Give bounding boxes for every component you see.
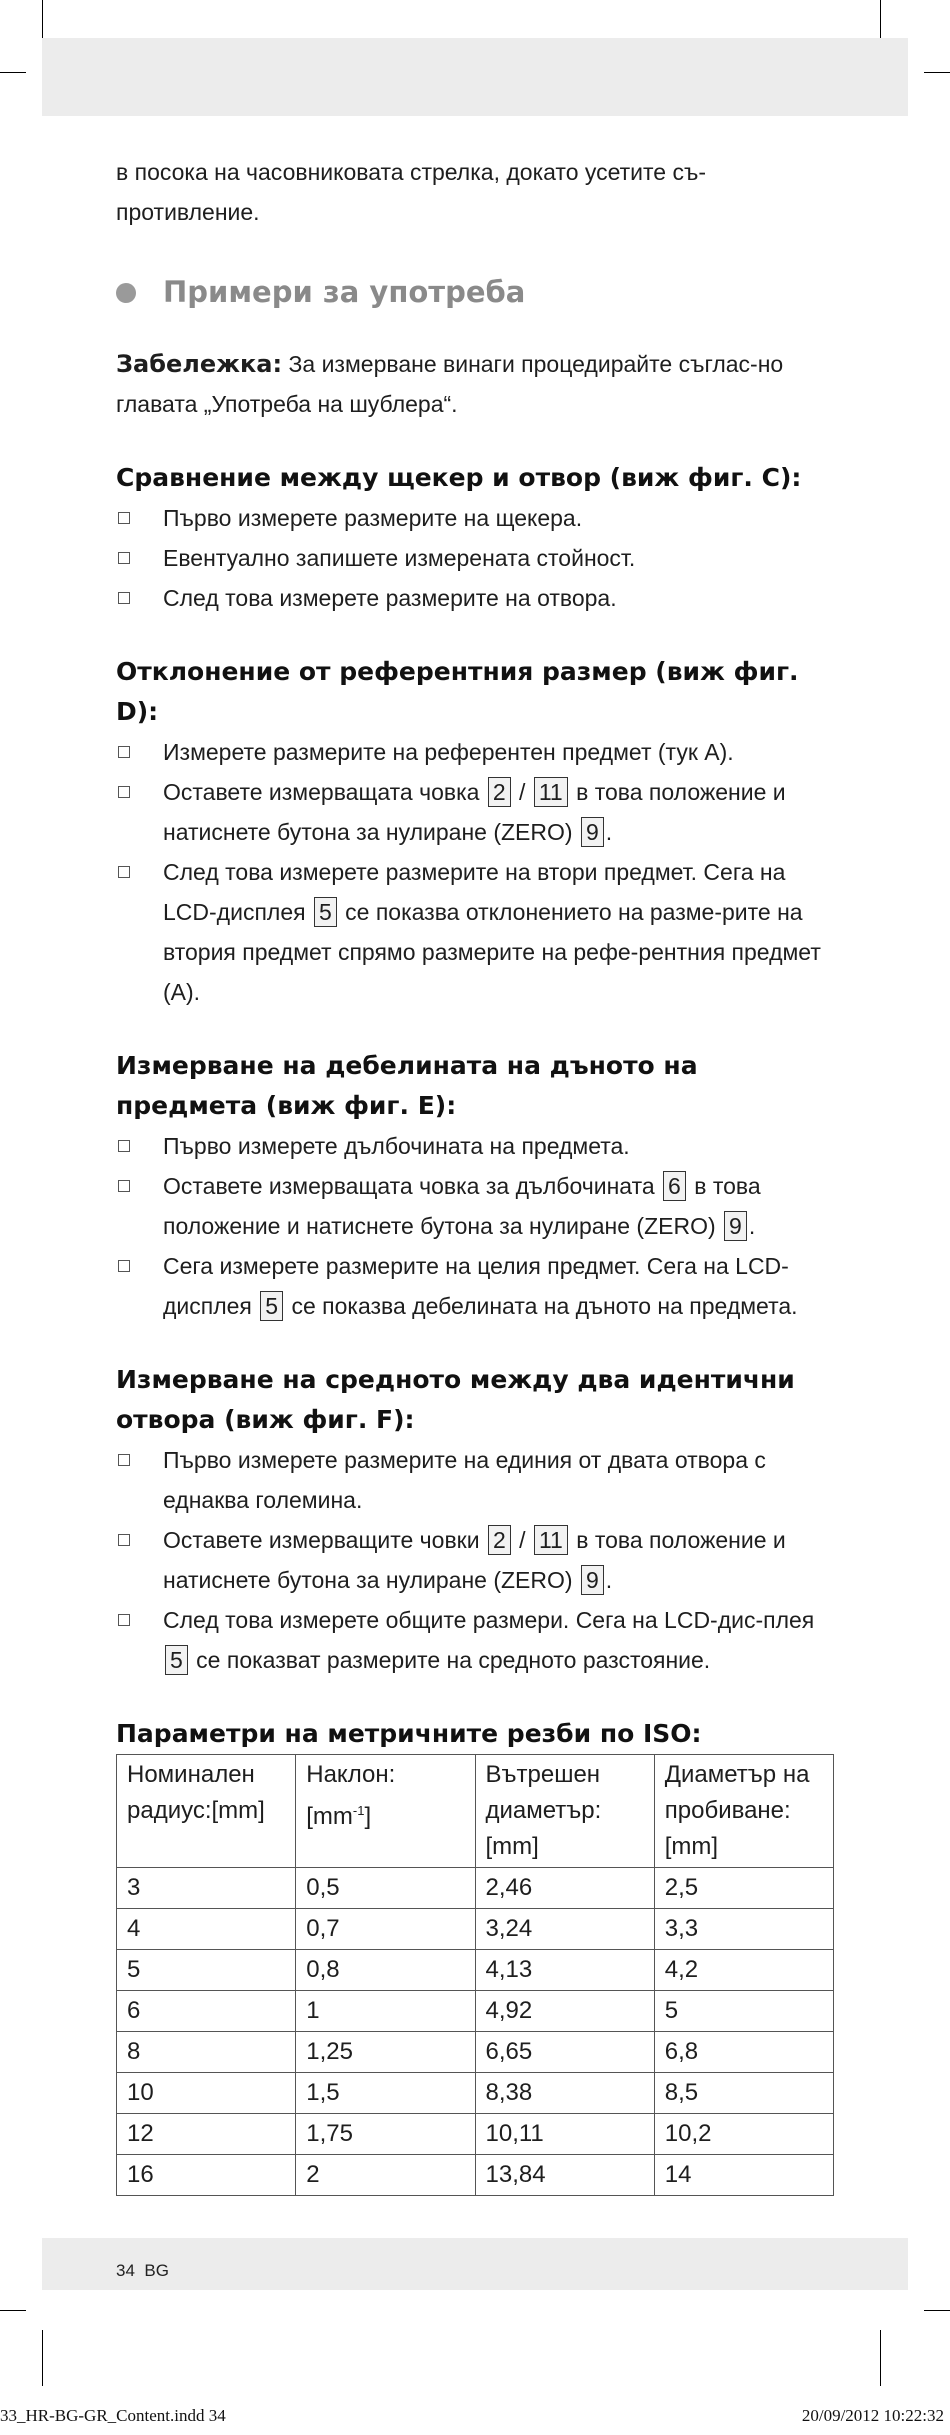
crop-mark [924,72,950,73]
table-cell: 8,38 [475,2073,654,2114]
square-bullet-icon [118,512,130,524]
note-paragraph [116,344,834,424]
list-item: Измерете размерите на референтен предмет (тук A). [116,732,834,772]
table-header-cell: Номинален радиус:[mm] [117,1755,296,1868]
table-cell: 4,2 [654,1950,833,1991]
part-number: 11 [534,1525,568,1555]
table-row [117,1909,834,1950]
list-item: След това измерете размерите на втори предмет. Сега на LCD-дисплея 5 се показва отклонението на разме-рите на втория предмет спрямо размерите на рефе-рентния предмет (A). [116,852,834,1012]
list-item: Оставете измерващите човки 2 / 11 в това положение и натиснете бутона за нулиране (ZERO) 9 . [116,1520,834,1600]
table-row [117,1991,834,2032]
list-item: След това измерете общите размери. Сега на LCD-дис-плея 5 се показват размерите на средното разстояние. [116,1600,834,1680]
table-cell: 5 [654,1991,833,2032]
table-cell: 1 [296,1991,475,2032]
table-row [117,1868,834,1909]
table-row [117,2155,834,2196]
table-cell: 10,11 [475,2114,654,2155]
page-footer [116,2261,169,2281]
table-cell: 2,46 [475,1868,654,1909]
table-cell: 2,5 [654,1868,833,1909]
bullet-circle-icon [116,283,136,303]
table-cell: 0,7 [296,1909,475,1950]
table-cell: 6,65 [475,2032,654,2073]
square-bullet-icon [118,1614,130,1626]
note-text: За измерване винаги процедирайте съглас-но главата „Употреба на шублера“. [116,351,784,417]
part-number: 5 [314,897,337,927]
crop-mark [880,2330,881,2386]
table-cell: 1,5 [296,2073,475,2114]
list-item: Оставете измерващата човка за дълбочината 6 в това положение и натиснете бутона за нулиране (ZERO) 9 . [116,1166,834,1246]
table-row [117,2114,834,2155]
part-number: 9 [724,1211,747,1241]
list-item: Първо измерете размерите на единия от двата отвора с еднаква големина. [116,1440,834,1520]
table-header-row [117,1755,834,1868]
bottom-thickness-list [116,1126,834,1326]
table-heading: Параметри на метричните резби по ISO: [116,1719,702,1748]
deviation-heading: Отклонение от референтния размер (виж фиг. D): [116,657,799,726]
table-row [117,1950,834,1991]
square-bullet-icon [118,1260,130,1272]
table-cell: 6,8 [654,2032,833,2073]
crop-mark [42,2330,43,2386]
table-cell: 4 [117,1909,296,1950]
intro-paragraph: в посока на часовниковата стрелка, докато усетите съ-противление. [116,159,707,225]
table-cell: 16 [117,2155,296,2196]
part-number: 2 [488,1525,511,1555]
table-cell: 0,5 [296,1868,475,1909]
crop-mark [924,2310,950,2311]
square-bullet-icon [118,1454,130,1466]
comparison-list [116,498,834,618]
table-cell: 0,8 [296,1950,475,1991]
note-label: Забележка: [116,350,283,378]
table-cell: 8,5 [654,2073,833,2114]
table-cell: 1,25 [296,2032,475,2073]
deviation-list [116,732,834,1012]
comparison-heading: Сравнение между щекер и отвор (виж фиг. C): [116,463,802,492]
table-cell: 5 [117,1950,296,1991]
square-bullet-icon [118,866,130,878]
part-number: 2 [488,777,511,807]
page-content [116,152,834,2196]
square-bullet-icon [118,592,130,604]
list-item: След това измерете размерите на отвора. [116,578,834,618]
crop-mark [0,2310,26,2311]
list-item: Евентуално запишете измерената стойност. [116,538,834,578]
table-cell: 6 [117,1991,296,2032]
table-cell: 2 [296,2155,475,2196]
table-cell: 10,2 [654,2114,833,2155]
header-band [42,38,908,116]
slug-file: 33_HR-BG-GR_Content.indd 34 [0,2406,226,2425]
table-row [117,2032,834,2073]
table-cell: 3,24 [475,1909,654,1950]
bottom-thickness-heading: Измерване на дебелината на дъното на предмета (виж фиг. E): [116,1051,698,1120]
square-bullet-icon [118,552,130,564]
square-bullet-icon [118,1180,130,1192]
crop-mark [0,72,26,73]
middle-list [116,1440,834,1680]
list-item: Първо измерете размерите на щекера. [116,498,834,538]
table-header-cell: Вътрешен диаметър: [mm] [475,1755,654,1868]
square-bullet-icon [118,746,130,758]
part-number: 11 [534,777,568,807]
table-cell: 8 [117,2032,296,2073]
table-body [117,1868,834,2196]
language-code: BG [144,2261,169,2280]
part-number: 5 [260,1291,283,1321]
table-cell: 1,75 [296,2114,475,2155]
table-cell: 3,3 [654,1909,833,1950]
page-number: 34 [116,2261,135,2280]
thread-table [116,1754,834,2196]
table-cell: 14 [654,2155,833,2196]
square-bullet-icon [118,786,130,798]
middle-heading: Измерване на средното между два идентични отвора (виж фиг. F): [116,1365,795,1434]
square-bullet-icon [118,1534,130,1546]
table-header-cell: Наклон: $[mm^{-1}]$ [296,1755,475,1868]
section-heading [116,272,834,312]
table-cell: 12 [117,2114,296,2155]
square-bullet-icon [118,1140,130,1152]
part-number: 5 [165,1645,188,1675]
table-cell: 3 [117,1868,296,1909]
part-number: 9 [581,817,604,847]
part-number: 6 [663,1171,686,1201]
footer-band [42,2238,908,2290]
table-header-cell: Диаметър на пробиване: [mm] [654,1755,833,1868]
list-item: Оставете измерващата човка 2 / 11 в това положение и натиснете бутона за нулиране (ZERO) 9 . [116,772,834,852]
table-cell: 4,92 [475,1991,654,2032]
part-number: 9 [581,1565,604,1595]
slug-datetime: 20/09/2012 10:22:32 [801,2406,944,2425]
table-cell: 4,13 [475,1950,654,1991]
section-title: Примери за употреба [163,275,526,309]
table-cell: 13,84 [475,2155,654,2196]
table-cell: 10 [117,2073,296,2114]
list-item: Сега измерете размерите на целия предмет. Сега на LCD-дисплея 5 се показва дебелината на дъното на предмета. [116,1246,834,1326]
table-row [117,2073,834,2114]
list-item: Първо измерете дълбочината на предмета. [116,1126,834,1166]
